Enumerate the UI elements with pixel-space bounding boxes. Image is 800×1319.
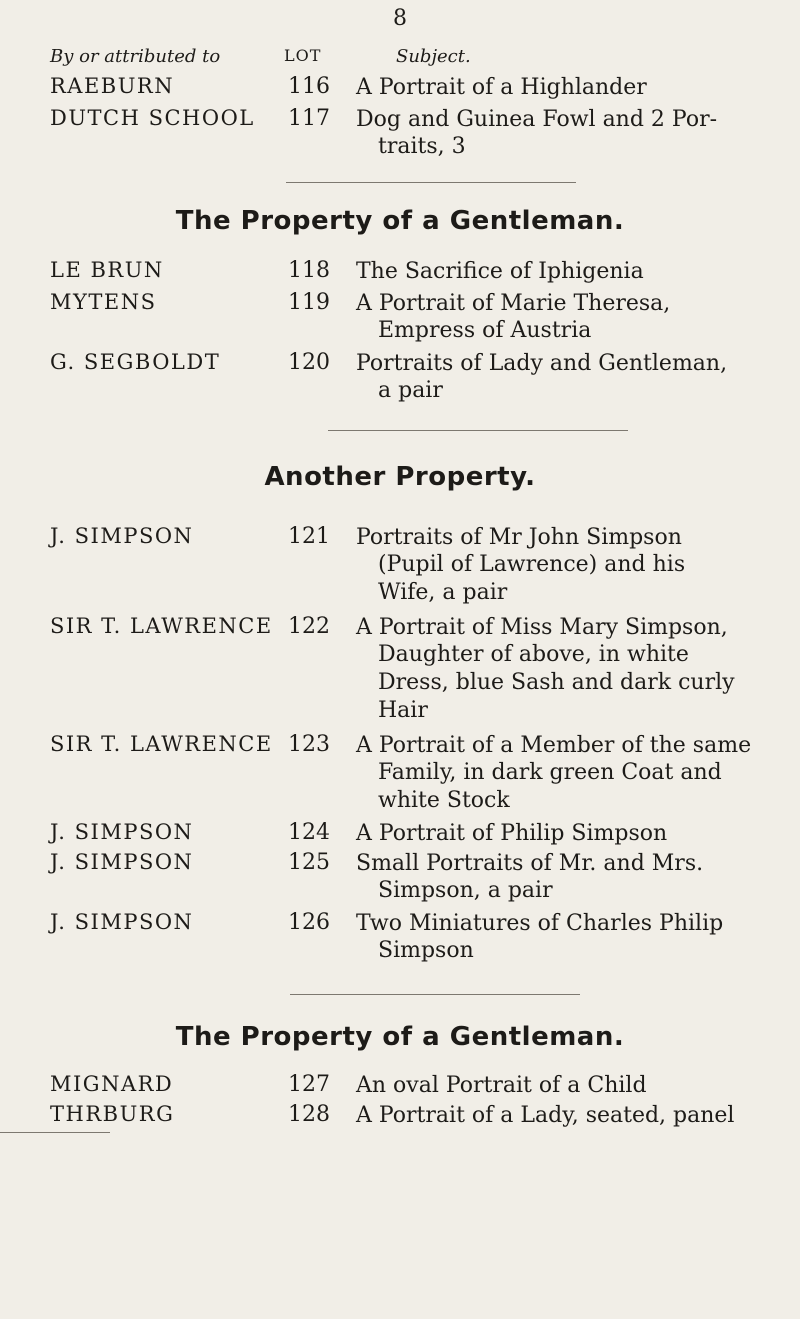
lot-subject-continued: a pair [378, 378, 443, 403]
header-subject: Subject. [396, 46, 471, 67]
artist-name: RAEBURN [50, 74, 175, 98]
lot-number: 121 [288, 524, 330, 549]
header-artist: By or attributed to [50, 46, 221, 67]
artist-name: J. SIMPSON [50, 850, 194, 874]
lot-subject: The Sacrifice of Iphigenia [356, 259, 644, 284]
lot-subject: A Portrait of Philip Simpson [356, 821, 668, 846]
lot-number: 116 [288, 74, 330, 99]
lot-subject: Two Miniatures of Charles Philip [356, 911, 724, 936]
lot-subject-continued: Simpson [378, 938, 474, 963]
artist-name: J. SIMPSON [50, 820, 194, 844]
lot-subject-continued: Hair [378, 698, 428, 723]
lot-number: 128 [288, 1102, 330, 1127]
section-title: The Property of a Gentleman. [175, 1022, 625, 1052]
artist-name: SIR T. LAWRENCE [50, 732, 273, 756]
section-divider [290, 994, 580, 995]
lot-subject-continued: Empress of Austria [378, 318, 592, 343]
lot-entry [0, 820, 800, 854]
lot-subject: A Portrait of Miss Mary Simpson, [356, 615, 728, 640]
lot-number: 122 [288, 614, 330, 639]
lot-subject: Portraits of Lady and Gentleman, [356, 351, 728, 376]
artist-name: J. SIMPSON [50, 910, 194, 934]
lot-number: 126 [288, 910, 330, 935]
lot-number: 127 [288, 1072, 330, 1097]
lot-subject: An oval Portrait of a Child [356, 1073, 647, 1098]
lot-number: 123 [288, 732, 330, 757]
lot-subject-continued: Family, in dark green Coat and [378, 760, 722, 785]
artist-name: SIR T. LAWRENCE [50, 614, 273, 638]
artist-name: J. SIMPSON [50, 524, 194, 548]
lot-entry [0, 258, 800, 292]
lot-subject-continued: traits, 3 [378, 134, 466, 159]
lot-entry [0, 74, 800, 108]
lot-subject: A Portrait of a Lady, seated, panel [356, 1103, 735, 1128]
artist-name: DUTCH SCHOOL [50, 106, 255, 130]
lot-number: 124 [288, 820, 330, 845]
page-number: 8 [393, 6, 407, 31]
lot-number: 117 [288, 106, 330, 131]
lot-subject: A Portrait of Marie Theresa, [356, 291, 671, 316]
section-divider [286, 182, 576, 183]
artist-name: LE BRUN [50, 258, 164, 282]
lot-subject: A Portrait of a Highlander [356, 75, 647, 100]
lot-subject-continued: (Pupil of Lawrence) and his [378, 552, 686, 577]
torn-edge [0, 1132, 110, 1133]
lot-subject-continued: white Stock [378, 788, 510, 813]
lot-subject-continued: Dress, blue Sash and dark curly [378, 670, 735, 695]
lot-number: 120 [288, 350, 330, 375]
section-divider [328, 430, 628, 431]
artist-name: MYTENS [50, 290, 157, 314]
section-title: The Property of a Gentleman. [175, 206, 625, 236]
lot-subject: A Portrait of a Member of the same [356, 733, 752, 758]
lot-subject-continued: Daughter of above, in white [378, 642, 689, 667]
lot-entry [0, 1072, 800, 1106]
header-lot: LOT [284, 46, 322, 65]
section-title: Another Property. [264, 462, 536, 492]
lot-subject-continued: Wife, a pair [378, 580, 508, 605]
lot-number: 118 [288, 258, 330, 283]
artist-name: MIGNARD [50, 1072, 174, 1096]
lot-subject: Portraits of Mr John Simpson [356, 525, 682, 550]
lot-number: 119 [288, 290, 330, 315]
artist-name: THRBURG [50, 1102, 175, 1126]
lot-subject: Dog and Guinea Fowl and 2 Por- [356, 107, 718, 132]
lot-subject: Small Portraits of Mr. and Mrs. [356, 851, 704, 876]
artist-name: G. SEGBOLDT [50, 350, 221, 374]
lot-number: 125 [288, 850, 330, 875]
lot-subject-continued: Simpson, a pair [378, 878, 553, 903]
lot-entry [0, 1102, 800, 1136]
